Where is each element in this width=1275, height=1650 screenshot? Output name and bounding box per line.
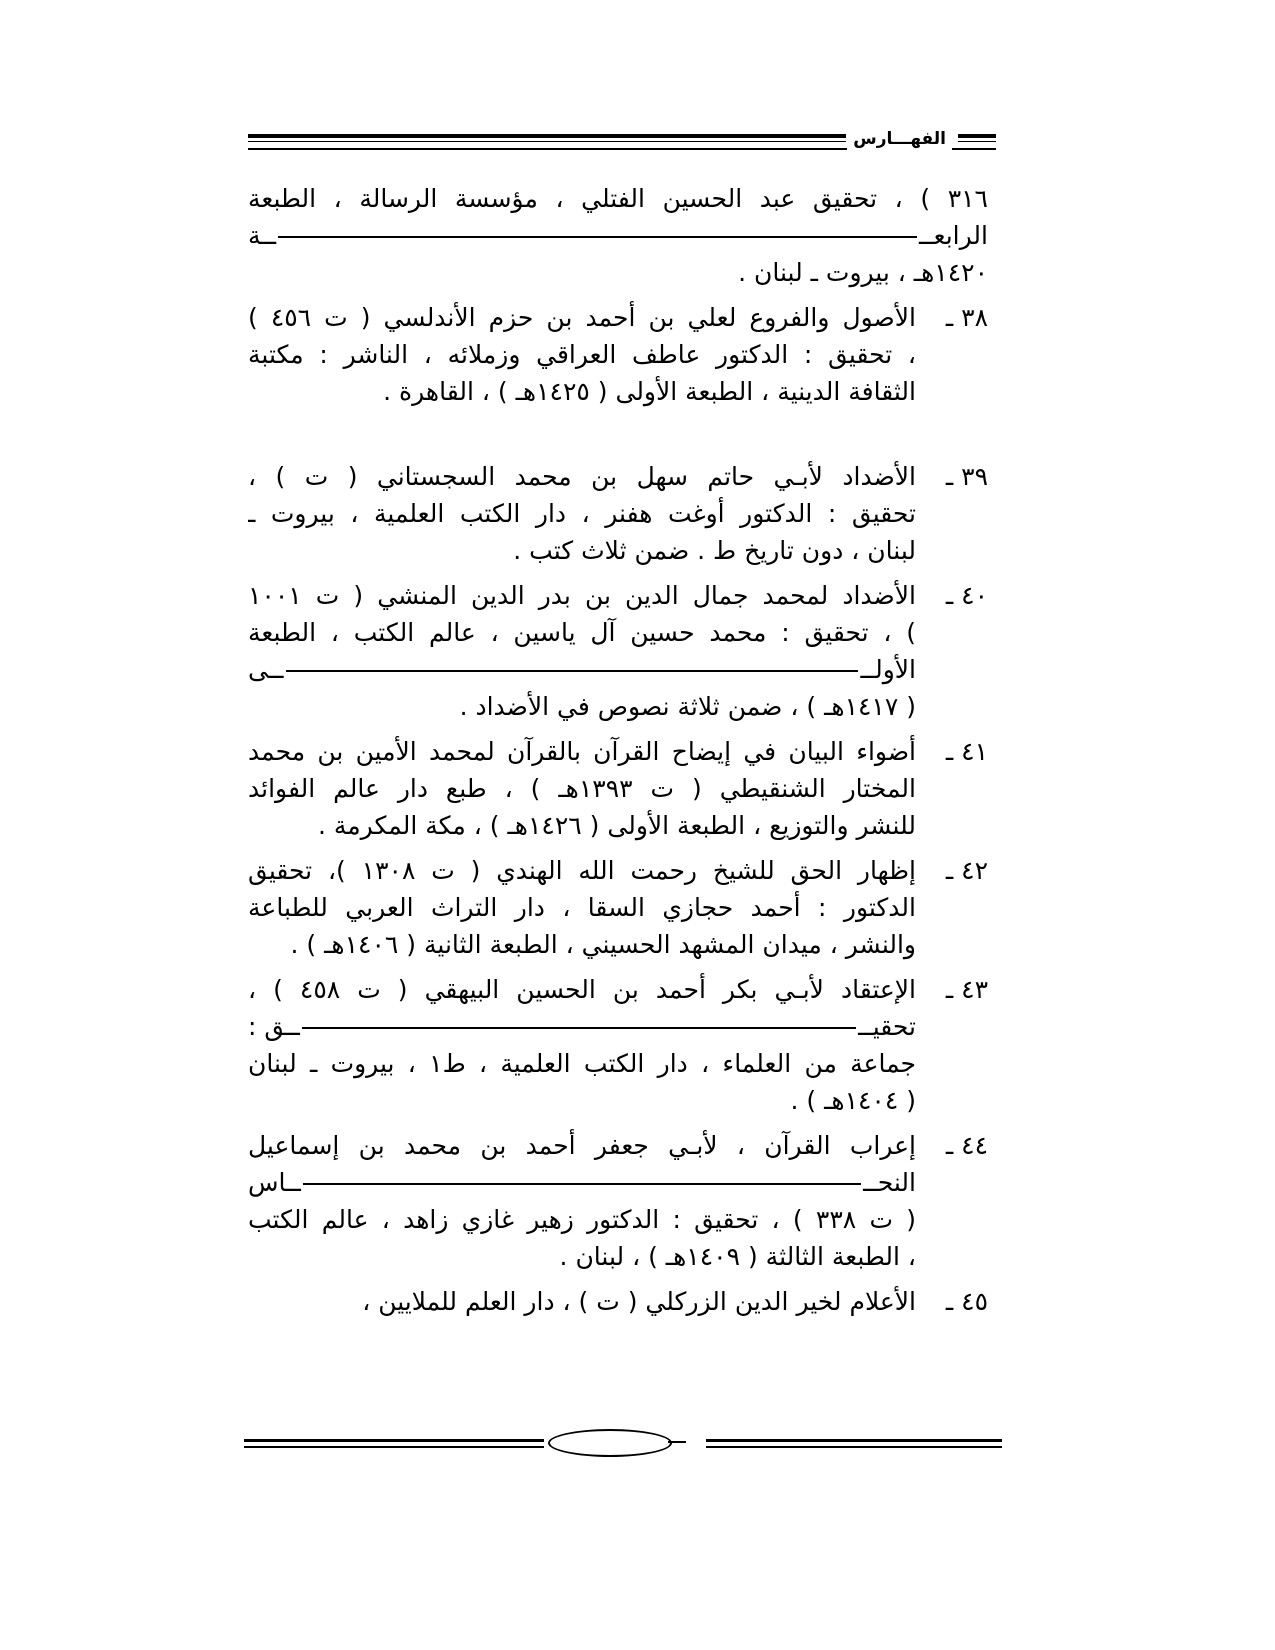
entry-line: ٣١٦ ) ، تحقيق عبد الحسين الفتلي ، مؤسسة الرسالة ، الطبعة [248,184,988,213]
entry-line: للنشر والتوزيع ، الطبعة الأولى ( ١٤٢٦هـ ) ، مكة المكرمة . [317,811,916,840]
bibliography-entry [248,299,988,410]
kashida-stretch [302,1027,856,1029]
entry-line: الأضداد لأبـي حاتم سهل بن محمد السجستاني ( ت ) ، [248,462,916,491]
entry-line: جماعة من العلماء ، دار الكتب العلمية ، ط١ ، بيروت ـ لبنان [248,1049,916,1078]
entry-line-end: ــاس [248,1168,301,1197]
entry-line-start: النحــ [863,1168,916,1197]
header-rule-left [248,134,846,142]
entry-line: إظهار الحق للشيخ رحمت الله الهندي ( ت ١٣٠٨ )، تحقيق [248,856,916,885]
entry-line: ( ١٤٠٤هـ ) . [790,1086,916,1115]
entry-line-stretched [248,1164,916,1201]
entry-line: إعراب القرآن ، لأبـي جعفر أحمد بن محمد بن إسماعيل [248,1131,916,1160]
entry-line-stretched [248,217,988,254]
entry-line-start: تحقيــ [858,1012,916,1041]
kashida-stretch [286,670,859,672]
entry-line: الأعلام لخير الدين الزركلي ( ت ) ، دار العلم للملايين ، [362,1287,916,1316]
footer-rule-right [706,1439,1002,1448]
entry-line: ، الطبعة الثالثة ( ١٤٠٩هـ ) ، لبنان . [559,1242,916,1271]
entry-number: ٤٤ ـ [945,1131,988,1160]
footer-rule-left [244,1439,544,1448]
bibliography-entry [248,1283,988,1320]
entry-line: الإعتقاد لأبـي بكر أحمد بن الحسين البيهقي ( ت ٤٥٨ ) ، [248,975,916,1004]
entry-number: ٤٠ ـ [945,581,988,610]
bibliography-entry [248,733,988,844]
entry-gap [248,418,988,458]
running-header [248,128,996,160]
entry-line: الدكتور : أحمد حجازي السقا ، دار التراث العربي للطباعة [248,893,916,922]
entry-line: ( ت ٣٣٨ ) ، تحقيق : الدكتور زهير غازي زاهد ، عالم الكتب [248,1205,916,1234]
entry-number: ٤٢ ـ [945,856,988,885]
header-rule-right [958,134,996,142]
entry-line-start: الرابعــ [919,221,988,250]
entry-line-start: الأولــ [860,655,916,684]
entry-line: تحقيق : الدكتور أوغت هفنر ، دار الكتب العلمية ، بيروت ـ [248,499,916,528]
entry-line-stretched [248,651,916,688]
entry-line-end: ــق : [248,1012,300,1041]
entry-line: ( ١٤١٧هـ ) ، ضمن ثلاثة نصوص في الأضداد . [459,692,916,721]
entry-number: ٤١ ـ [945,737,988,766]
entry-line: الأصول والفروع لعلي بن أحمد بن حزم الأندلسي ( ت ٤٥٦ ) [248,303,916,332]
entry-number: ٤٣ ـ [945,975,988,1004]
entry-line-end: ــى [248,655,284,684]
header-title: الفهـــارس [847,128,952,150]
entry-line: ، تحقيق : الدكتور عاطف العراقي وزملائه ، الناشر : مكتبة [248,340,916,369]
page-footer-ornament [244,1428,1002,1458]
kashida-stretch [278,236,917,238]
entry-line: الثقافة الدينية ، الطبعة الأولى ( ١٤٢٥هـ ) ، القاهرة . [383,377,916,406]
bibliography-entry [248,180,988,291]
bibliography-entry [248,971,988,1119]
footer-oval-ornament [548,1429,672,1457]
entry-line-stretched [248,1008,916,1045]
entry-number: ٤٥ ـ [945,1287,988,1316]
entry-line: ١٤٢٠هـ ، بيروت ـ لبنان . [738,258,988,287]
entry-number: ٣٨ ـ [945,303,988,332]
entry-line: أضواء البيان في إيضاح القرآن بالقرآن لمحمد الأمين بن محمد [248,737,916,766]
bibliography-entry [248,1127,988,1275]
entry-line: والنشر ، ميدان المشهد الحسيني ، الطبعة الثانية ( ١٤٠٦هـ ) . [290,930,916,959]
bibliography-entry [248,458,988,569]
bibliography-entry [248,577,988,725]
entry-line: الأضداد لمحمد جمال الدين بن بدر الدين المنشي ( ت ١٠٠١ [248,581,916,610]
bibliography-entry [248,852,988,963]
entry-line-end: ــة [248,221,277,250]
kashida-stretch [303,1183,861,1185]
entry-line: ) ، تحقيق : محمد حسين آل ياسين ، عالم الكتب ، الطبعة [248,618,916,647]
bibliography-list [248,180,988,1328]
entry-number: ٣٩ ـ [945,462,988,491]
entry-line: لبنان ، دون تاريخ ط . ضمن ثلاث كتب . [513,536,916,565]
entry-line: المختار الشنقيطي ( ت ١٣٩٣هـ ) ، طبع دار عالم الفوائد [248,774,916,803]
